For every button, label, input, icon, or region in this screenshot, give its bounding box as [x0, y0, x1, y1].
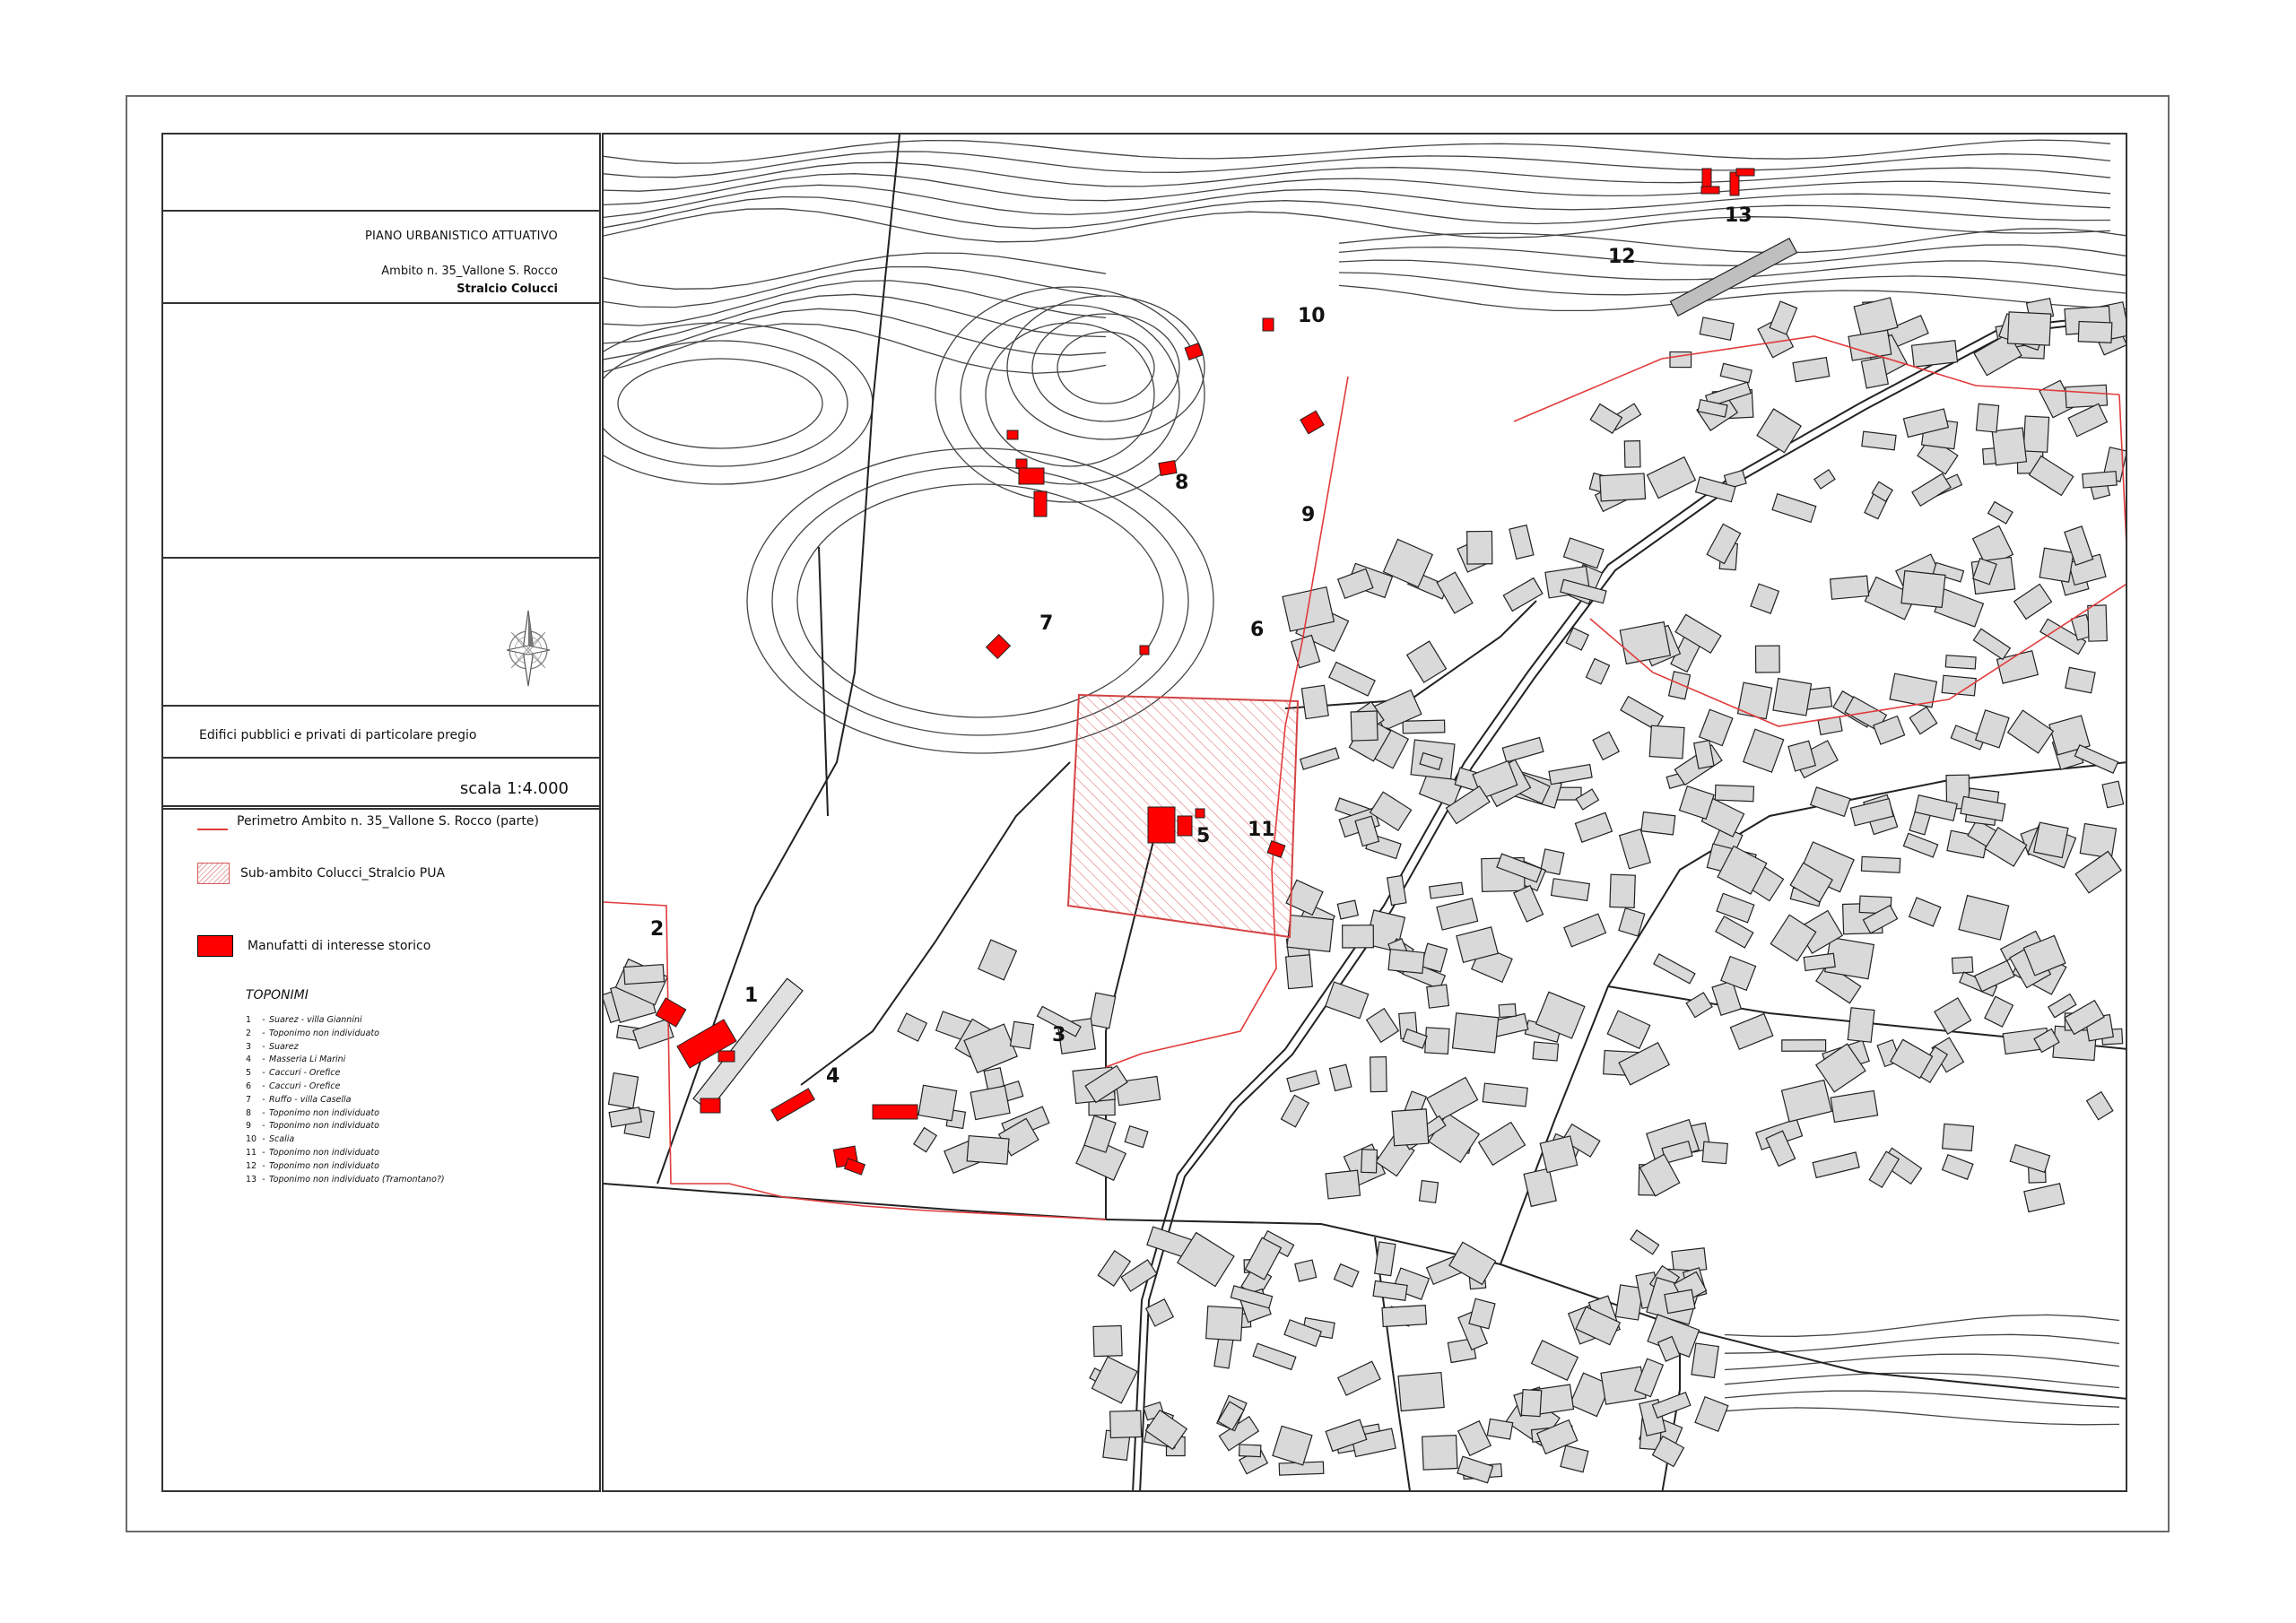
- building: [609, 1073, 639, 1108]
- contour-line: [1725, 1334, 2119, 1353]
- building: [2102, 781, 2124, 807]
- building: [2010, 1145, 2049, 1173]
- building: [1952, 957, 1972, 973]
- building: [1326, 982, 1369, 1019]
- building: [1717, 893, 1754, 923]
- toponimo-item: 1 - Suarez - villa Giannini: [246, 1014, 445, 1028]
- toponimo-item: 13 - Toponimo non individuato (Tramontano?): [246, 1174, 445, 1187]
- site-number-label: 12: [1608, 246, 1636, 268]
- building: [1214, 1338, 1233, 1368]
- divider: [163, 705, 599, 707]
- site-number-label: 8: [1175, 472, 1189, 494]
- building: [1422, 1436, 1457, 1470]
- toponimo-name: Masseria Li Marini: [269, 1055, 346, 1065]
- building: [1449, 1242, 1496, 1284]
- building: [1988, 502, 2013, 524]
- toponimo-name: Toponimo non individuato: [269, 1121, 379, 1132]
- building: [1770, 301, 1796, 334]
- building: [970, 1086, 1010, 1119]
- building: [1125, 1126, 1148, 1148]
- building: [1654, 954, 1695, 984]
- building: [1091, 1357, 1137, 1403]
- building: [1479, 1123, 1526, 1166]
- legend-label: Perimetro Ambito n. 35_Vallone S. Rocco (parte): [237, 814, 539, 829]
- building: [1563, 538, 1603, 568]
- building: [1730, 1014, 1772, 1050]
- building: [918, 1085, 957, 1120]
- building: [1398, 1373, 1444, 1411]
- building: [1300, 748, 1339, 769]
- building: [1564, 914, 1606, 947]
- building: [1648, 457, 1696, 499]
- building: [1751, 584, 1779, 613]
- site-number-label: 2: [650, 918, 665, 941]
- building: [2075, 851, 2121, 892]
- building: [1458, 1421, 1492, 1456]
- building: [2087, 1092, 2113, 1120]
- building: [898, 1013, 926, 1041]
- building: [1343, 925, 1374, 948]
- building: [1403, 720, 1445, 733]
- contour-line: [604, 185, 2110, 217]
- building: [1945, 655, 1976, 669]
- toponimi-heading: TOPONIMI: [246, 988, 309, 1002]
- legend-item-perimeter: [197, 814, 539, 830]
- legend-item-manufatti: [197, 935, 430, 957]
- toponimo-item: 9 - Toponimo non individuato: [246, 1120, 445, 1133]
- contour-ring: [1057, 332, 1154, 404]
- historic-building: [700, 1098, 720, 1113]
- building: [1549, 765, 1592, 785]
- historic-building: [1178, 816, 1192, 836]
- toponimo-name: Suarez - villa Giannini: [269, 1015, 362, 1025]
- building: [1848, 1008, 1874, 1042]
- building: [1773, 679, 1812, 716]
- perimeter-line-swatch: [197, 829, 228, 830]
- building: [978, 940, 1017, 980]
- building: [967, 1136, 1009, 1165]
- building: [1375, 1242, 1396, 1276]
- building: [1782, 1081, 1832, 1122]
- building: [1610, 874, 1635, 907]
- plan-title: PIANO URBANISTICO ATTUATIVO: [364, 230, 558, 243]
- building: [1702, 1141, 1727, 1163]
- building: [914, 1128, 936, 1152]
- building: [1382, 1306, 1426, 1327]
- building: [1619, 1043, 1669, 1085]
- historic-building: [1701, 187, 1719, 194]
- toponimo-number: 6: [246, 1081, 252, 1091]
- legend-item-subambito: [197, 863, 445, 884]
- building: [1330, 1064, 1352, 1090]
- building: [1533, 1042, 1558, 1061]
- building: [2008, 710, 2054, 753]
- contour-line: [604, 308, 1106, 360]
- toponimo-item: 2 - Toponimo non individuato: [246, 1028, 445, 1041]
- toponimo-item: 8 - Toponimo non individuato: [246, 1107, 445, 1121]
- building: [1286, 955, 1313, 989]
- building: [1831, 576, 1869, 599]
- building: [1586, 659, 1609, 684]
- divider: [163, 805, 599, 810]
- building: [1453, 1013, 1499, 1053]
- building: [1943, 1155, 1973, 1179]
- building: [624, 965, 665, 985]
- divider: [163, 302, 599, 304]
- toponimo-name: Toponimo non individuato: [269, 1160, 379, 1171]
- toponimo-number: 11: [246, 1147, 257, 1158]
- scale-label: scala 1:4.000: [459, 779, 569, 798]
- ambito-label: Ambito n. 35_Vallone S. Rocco: [381, 265, 558, 278]
- toponimo-number: 4: [246, 1055, 252, 1065]
- building: [1457, 1456, 1493, 1483]
- contour-ring: [618, 359, 822, 448]
- building: [2008, 312, 2051, 345]
- building: [1686, 993, 1712, 1018]
- toponimo-item: 7 - Ruffo - villa Casella: [246, 1094, 445, 1107]
- site-number-label: 6: [1250, 619, 1265, 641]
- building: [1282, 1095, 1309, 1127]
- building: [1901, 571, 1945, 608]
- north-arrow-icon: [502, 607, 554, 690]
- legend-panel: [161, 133, 601, 1492]
- building: [1425, 1028, 1449, 1055]
- hatch-swatch: [197, 863, 230, 884]
- contour-line: [1339, 229, 2127, 253]
- building: [1502, 737, 1544, 761]
- building: [1301, 685, 1328, 718]
- map-canvas: [604, 135, 2127, 1492]
- building: [1093, 1326, 1122, 1357]
- building: [1110, 1410, 1142, 1437]
- contour-ring: [604, 341, 848, 466]
- building: [1295, 1260, 1317, 1281]
- building: [1427, 985, 1449, 1008]
- building: [1911, 341, 1957, 367]
- building: [2066, 667, 2095, 692]
- building: [1437, 572, 1473, 613]
- legend-label: Sub-ambito Colucci_Stralcio PUA: [240, 866, 446, 881]
- divider: [163, 210, 599, 212]
- building: [1351, 711, 1378, 741]
- stralcio-label: Stralcio Colucci: [457, 282, 558, 296]
- contour-line: [604, 281, 1106, 325]
- toponimo-number: 8: [246, 1107, 252, 1118]
- divider: [163, 557, 599, 559]
- building: [1338, 1361, 1380, 1395]
- road: [819, 547, 828, 816]
- building: [1329, 662, 1375, 696]
- building: [1600, 473, 1646, 501]
- building: [1620, 829, 1651, 869]
- toponimo-name: Ruffo - villa Casella: [269, 1094, 352, 1105]
- historic-building: [1007, 430, 1018, 439]
- building: [1387, 875, 1406, 905]
- building: [1483, 1083, 1527, 1107]
- building: [1959, 896, 2009, 940]
- building: [1793, 358, 1830, 382]
- building: [1388, 950, 1424, 974]
- contour-line: [604, 209, 2110, 242]
- building: [1337, 900, 1358, 919]
- contour-line: [604, 294, 1106, 343]
- building: [1671, 239, 1797, 316]
- toponimo-number: 5: [246, 1068, 252, 1079]
- building: [1407, 641, 1447, 682]
- historic-building: [1019, 468, 1044, 484]
- building: [2034, 822, 2068, 857]
- building: [1499, 1004, 1516, 1018]
- toponimo-item: 5 - Caccuri - Orefice: [246, 1067, 445, 1081]
- building: [1437, 898, 1478, 930]
- building: [1909, 707, 1936, 733]
- contour-line: [1725, 1373, 2119, 1387]
- toponimo-name: Caccuri - Orefice: [269, 1068, 341, 1079]
- building: [1253, 1343, 1296, 1369]
- historic-building: [718, 1051, 735, 1062]
- building: [1273, 1426, 1312, 1464]
- building: [1652, 1393, 1690, 1418]
- building: [1011, 1021, 1034, 1048]
- building: [2068, 404, 2107, 436]
- building: [1287, 1071, 1319, 1092]
- building: [1782, 1040, 1826, 1051]
- building: [1744, 729, 1784, 772]
- building-blocks: [604, 239, 2127, 1483]
- building: [1976, 404, 1998, 432]
- building: [1403, 1029, 1427, 1048]
- contour-line: [604, 140, 2110, 163]
- building: [1631, 1230, 1659, 1254]
- building: [1814, 470, 1835, 489]
- building: [1206, 1306, 1243, 1341]
- building: [1532, 1341, 1578, 1380]
- toponimo-name: Toponimo non individuato: [269, 1028, 379, 1038]
- divider: [163, 757, 599, 759]
- building: [1700, 317, 1734, 340]
- building: [1552, 879, 1590, 901]
- contour-ring: [961, 305, 1179, 484]
- historic-building: [1016, 459, 1027, 468]
- building: [1621, 697, 1663, 730]
- toponimo-number: 10: [246, 1134, 257, 1145]
- building: [1335, 1264, 1359, 1287]
- toponimi-list: [246, 1014, 445, 1186]
- building: [1831, 1090, 1877, 1122]
- toponimo-item: 11 - Toponimo non individuato: [246, 1147, 445, 1160]
- building: [1649, 725, 1684, 759]
- building: [1524, 1168, 1556, 1206]
- historic-building: [1196, 809, 1205, 818]
- building: [1326, 1170, 1360, 1199]
- building: [1239, 1445, 1261, 1457]
- toponimo-name: Toponimo non individuato (Tramontano?): [269, 1174, 445, 1185]
- building: [1757, 409, 1801, 453]
- contour-line: [604, 162, 2110, 191]
- building: [1338, 568, 1373, 598]
- toponimo-number: 3: [246, 1041, 252, 1052]
- building: [1695, 1397, 1728, 1432]
- building: [1427, 1078, 1478, 1121]
- historic-building: [1736, 169, 1754, 176]
- building: [1692, 1343, 1718, 1377]
- building: [2088, 605, 2107, 641]
- historic-building: [771, 1089, 815, 1121]
- toponimo-number: 1: [246, 1015, 252, 1025]
- building: [1715, 785, 1753, 801]
- toponimo-name: Toponimo non individuato: [269, 1147, 379, 1158]
- building: [1935, 998, 1971, 1034]
- site-number-label: 4: [826, 1065, 840, 1088]
- building: [2078, 321, 2112, 343]
- contour-line: [1725, 1391, 2119, 1407]
- toponimo-item: 12 - Toponimo non individuato: [246, 1160, 445, 1174]
- contour-line: [1725, 1315, 2119, 1336]
- toponimo-number: 12: [246, 1160, 257, 1171]
- historic-building: [1300, 411, 1324, 434]
- toponimo-number: 13: [246, 1174, 257, 1185]
- building: [1361, 1150, 1378, 1173]
- building: [1665, 1289, 1695, 1313]
- toponimo-name: Caccuri - Orefice: [269, 1081, 341, 1091]
- map-subject: Edifici pubblici e privati di particolare pregio: [199, 728, 477, 742]
- building: [1985, 996, 2013, 1027]
- building: [1607, 1011, 1649, 1048]
- building: [1788, 741, 1815, 771]
- site-number-label: 7: [1039, 612, 1054, 635]
- building: [2024, 1184, 2065, 1212]
- building: [1641, 812, 1675, 835]
- building: [2023, 416, 2048, 452]
- toponimo-item: 4 - Masseria Li Marini: [246, 1054, 445, 1067]
- building: [1976, 710, 2009, 748]
- contour-line: [604, 174, 2110, 205]
- building: [1370, 1057, 1387, 1092]
- site-number-label: 10: [1298, 305, 1326, 327]
- toponimo-item: 10 - Scalia: [246, 1133, 445, 1147]
- building: [1912, 473, 1951, 506]
- building: [1755, 646, 1779, 673]
- building: [1509, 525, 1534, 560]
- site-number-label: 1: [744, 985, 759, 1007]
- building: [1593, 732, 1619, 759]
- building: [633, 1019, 674, 1048]
- building: [1575, 812, 1612, 842]
- building: [1469, 1298, 1495, 1328]
- building: [1430, 882, 1464, 898]
- map-frame: [602, 133, 2127, 1492]
- building: [1090, 993, 1116, 1028]
- site-number-label: 5: [1196, 825, 1211, 847]
- building: [1813, 1152, 1859, 1177]
- building: [1146, 1299, 1174, 1326]
- historic-building: [873, 1105, 918, 1119]
- contour-ring: [772, 466, 1188, 735]
- building: [1367, 1009, 1399, 1043]
- building: [1720, 363, 1752, 382]
- site-number-label: 13: [1725, 204, 1752, 227]
- building: [1861, 856, 1900, 872]
- historic-building: [1263, 318, 1274, 331]
- contour-line: [604, 152, 2110, 178]
- toponimo-number: 9: [246, 1121, 252, 1132]
- building: [1669, 672, 1691, 699]
- building: [1811, 787, 1850, 816]
- contour-line: [1725, 1408, 2119, 1425]
- building: [1903, 833, 1937, 857]
- site-number-label: 3: [1052, 1024, 1066, 1046]
- toponimo-name: Suarez: [269, 1041, 299, 1052]
- building: [2083, 472, 2118, 488]
- building: [1420, 1181, 1439, 1203]
- building: [2074, 745, 2118, 773]
- site-number-label: 11: [1248, 819, 1275, 841]
- building: [1561, 1445, 1588, 1472]
- building: [2039, 548, 2074, 582]
- contour-ring: [604, 323, 873, 484]
- building: [2066, 385, 2108, 407]
- contour-line: [1725, 1354, 2119, 1369]
- building: [1992, 428, 2026, 465]
- contour-ring: [986, 323, 1154, 466]
- historic-building: [845, 1159, 865, 1175]
- road: [657, 135, 900, 1184]
- contour-line: [604, 267, 1106, 308]
- building: [2080, 824, 2116, 859]
- building: [1287, 916, 1333, 952]
- building: [1700, 709, 1733, 745]
- building: [1624, 441, 1640, 468]
- historic-building: [1148, 807, 1175, 843]
- building: [1772, 494, 1816, 523]
- historic-building: [1034, 491, 1047, 516]
- building: [2014, 584, 2052, 619]
- contour-line: [604, 197, 2110, 229]
- road: [604, 1184, 1106, 1219]
- building: [1487, 1419, 1512, 1439]
- historic-building: [1140, 646, 1149, 655]
- site-number-label: 9: [1301, 504, 1316, 526]
- toponimo-name: Scalia: [269, 1134, 295, 1145]
- toponimo-item: 6 - Caccuri - Orefice: [246, 1081, 445, 1094]
- building: [1392, 1109, 1429, 1146]
- building: [1514, 886, 1544, 922]
- building: [1909, 898, 1941, 926]
- building: [1737, 682, 1771, 719]
- building: [1943, 1124, 1974, 1150]
- legend-label: Manufatti di interesse storico: [248, 939, 431, 953]
- red-fill-swatch: [197, 935, 233, 957]
- toponimo-name: Toponimo non individuato: [269, 1107, 379, 1118]
- building: [1521, 1390, 1541, 1417]
- toponimo-number: 7: [246, 1094, 252, 1105]
- toponimo-item: 3 - Suarez: [246, 1041, 445, 1055]
- building: [1861, 357, 1888, 388]
- historic-building: [987, 635, 1011, 659]
- contour-line: [1339, 285, 2127, 310]
- building: [1467, 531, 1492, 564]
- toponimo-number: 2: [246, 1028, 252, 1038]
- building: [1862, 431, 1896, 450]
- building: [1973, 629, 2010, 659]
- building: [1503, 578, 1543, 612]
